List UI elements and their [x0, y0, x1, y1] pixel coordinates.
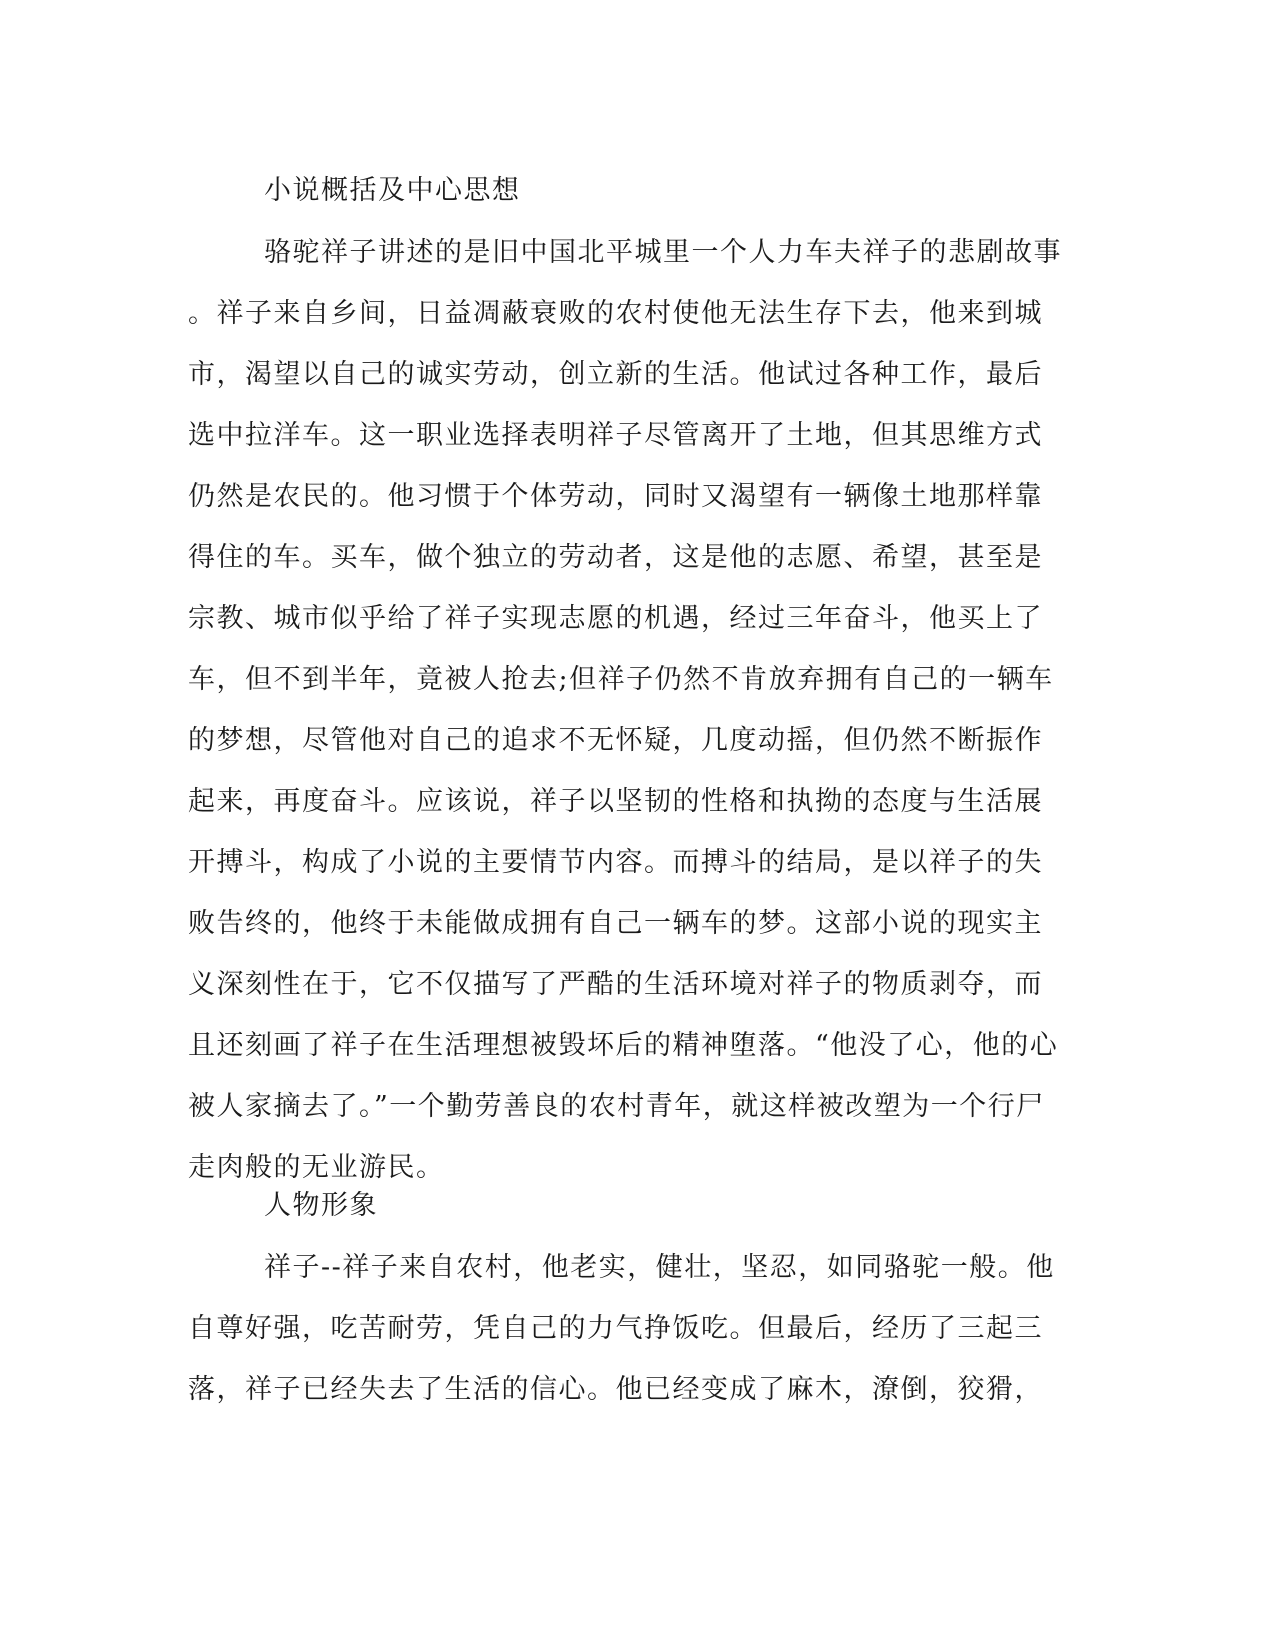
paragraph-line: 起来，再度奋斗。应该说，祥子以坚韧的性格和执拗的态度与生活展 [188, 786, 1043, 817]
heading-text: 小说概括及中心思想 [264, 175, 521, 206]
paragraph-line: 车，但不到半年，竟被人抢去;但祥子仍然不肯放弃拥有自己的一辆车 [188, 664, 1054, 695]
paragraph-line: 骆驼祥子讲述的是旧中国北平城里一个人力车夫祥子的悲剧故事 [264, 237, 1062, 268]
paragraph-line: 且还刻画了祥子在生活理想被毁坏后的精神堕落。“他没了心，他的心 [188, 1030, 1059, 1061]
paragraph-line: 被人家摘去了。”一个勤劳善良的农村青年，就这样被改塑为一个行尸 [188, 1091, 1045, 1122]
paragraph-line: 开搏斗，构成了小说的主要情节内容。而搏斗的结局，是以祥子的失 [188, 847, 1043, 878]
paragraph-line: 落，祥子已经失去了生活的信心。他已经变成了麻木，潦倒，狡猾， [188, 1374, 1043, 1405]
paragraph-line: 市，渴望以自己的诚实劳动，创立新的生活。他试过各种工作，最后 [188, 359, 1043, 390]
paragraph-line: 宗教、城市似乎给了祥子实现志愿的机遇，经过三年奋斗，他买上了 [188, 603, 1043, 634]
paragraph-line: 仍然是农民的。他习惯于个体劳动，同时又渴望有一辆像土地那样靠 [188, 481, 1043, 512]
paragraph-line: 走肉般的无业游民。 [188, 1152, 445, 1183]
paragraph-line: 选中拉洋车。这一职业选择表明祥子尽管离开了土地，但其思维方式 [188, 420, 1043, 451]
paragraph-line: 得住的车。买车，做个独立的劳动者，这是他的志愿、希望，甚至是 [188, 542, 1043, 573]
section-heading-characters [188, 1175, 1068, 1236]
section-heading-summary [188, 160, 1068, 221]
paragraph-line: 义深刻性在于，它不仅描写了严酷的生活环境对祥子的物质剥夺，而 [188, 969, 1043, 1000]
summary-paragraph [188, 222, 1068, 1198]
paragraph-line: 。祥子来自乡间，日益凋蔽衰败的农村使他无法生存下去，他来到城 [188, 298, 1043, 329]
heading-text: 人物形象 [264, 1190, 378, 1221]
paragraph-line: 败告终的，他终于未能做成拥有自己一辆车的梦。这部小说的现实主 [188, 908, 1043, 939]
paragraph-line: 自尊好强，吃苦耐劳，凭自己的力气挣饭吃。但最后，经历了三起三 [188, 1313, 1043, 1344]
paragraph-line: 祥子--祥子来自农村，他老实，健壮，坚忍，如同骆驼一般。他 [264, 1252, 1055, 1283]
character-paragraph [188, 1237, 1068, 1420]
paragraph-line: 的梦想，尽管他对自己的追求不无怀疑，几度动摇，但仍然不断振作 [188, 725, 1043, 756]
